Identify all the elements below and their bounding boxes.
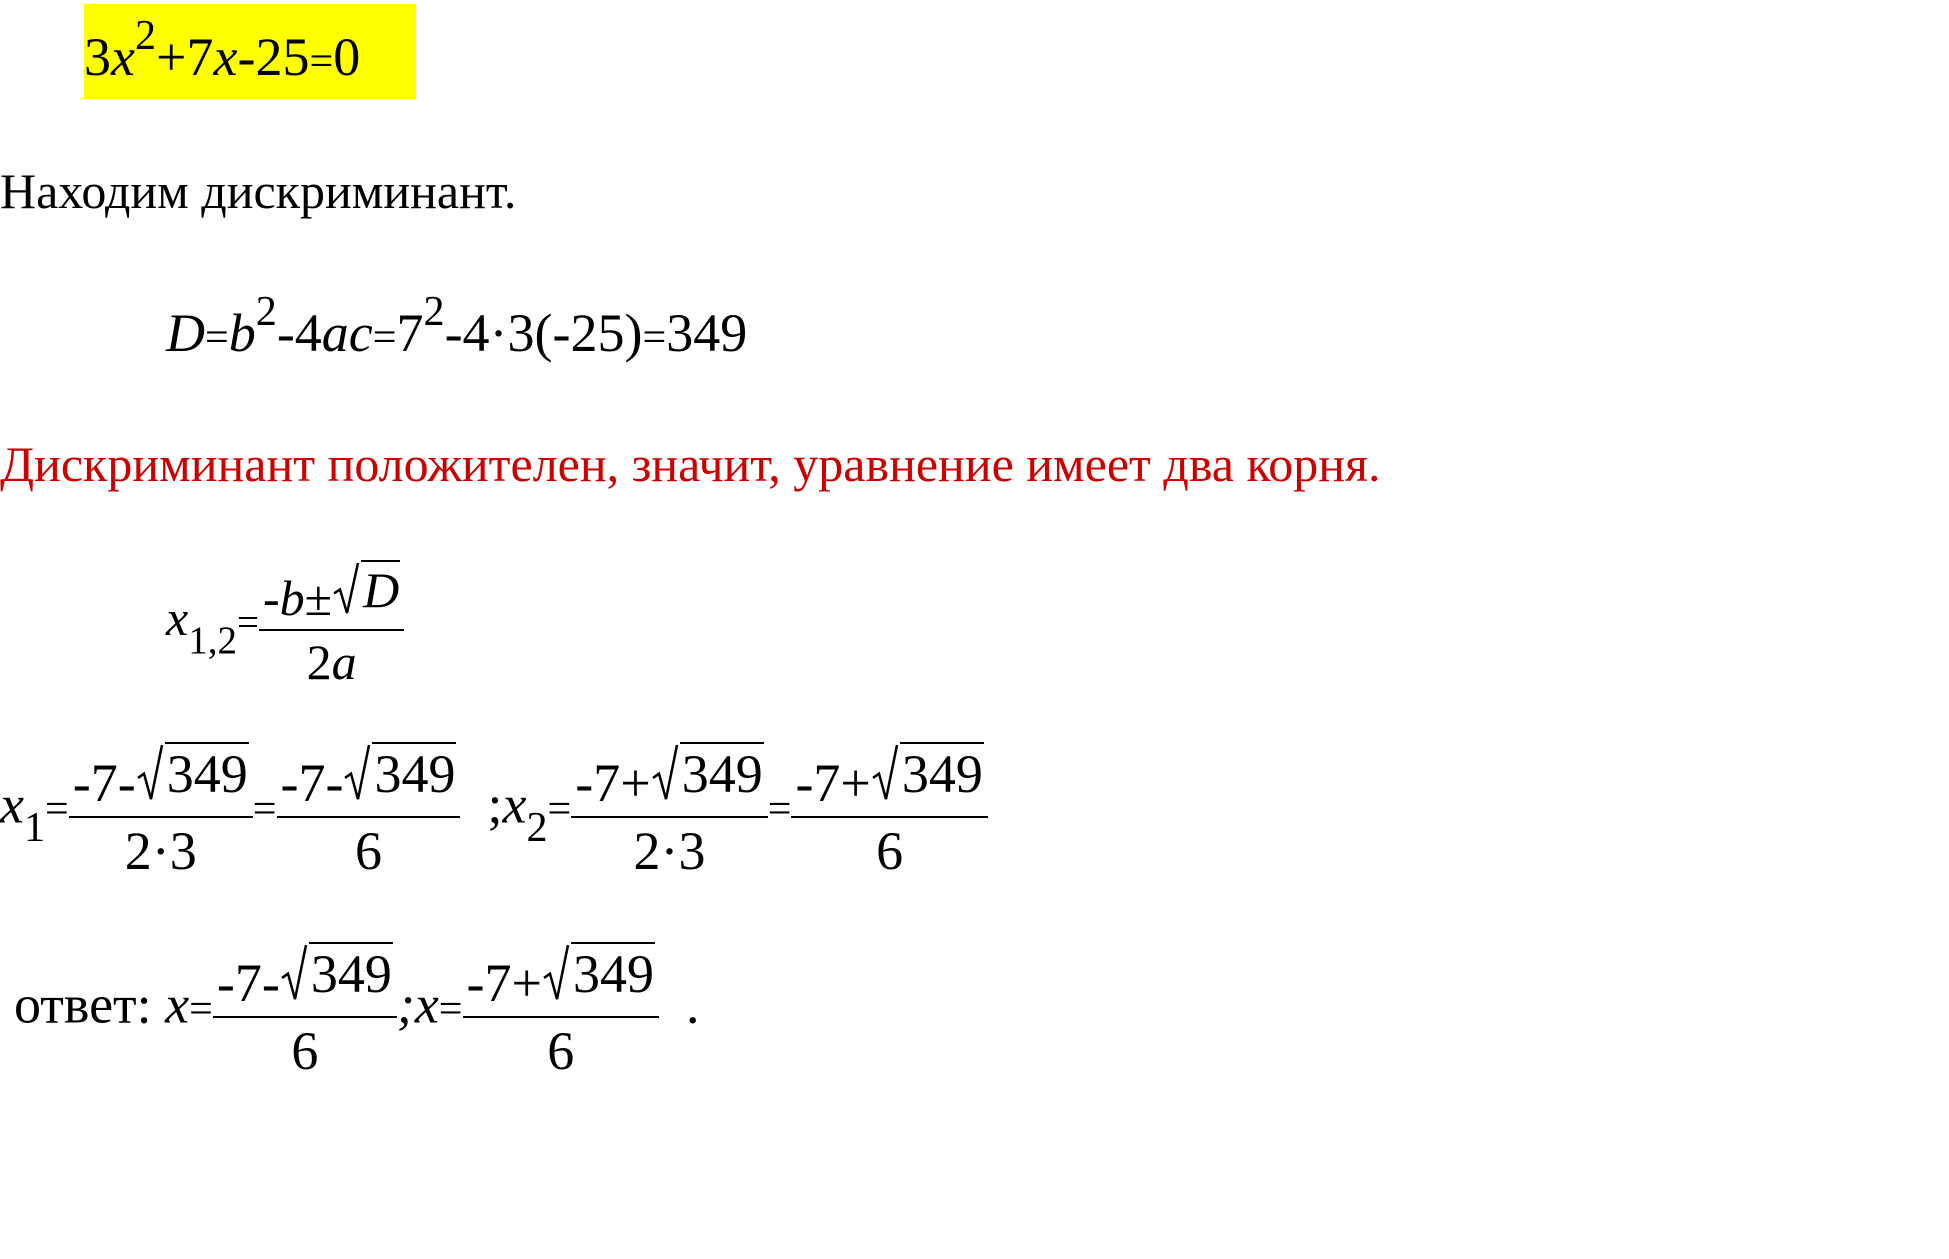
radical-sign-icon — [542, 944, 570, 1001]
root1-fraction: -7- 349 6 — [277, 742, 461, 878]
square-root: 349 — [280, 942, 393, 1001]
radical-sign-icon — [651, 744, 679, 801]
discriminant-formula: $D=b^2-4ac=7^2-4\cdot 3(-25)=349$ — [166, 287, 748, 363]
square-root: 349 — [542, 942, 655, 1001]
answer-label: ответ: — [14, 974, 152, 1035]
root2-fraction: -7+ 349 6 — [791, 742, 987, 878]
radical-sign-icon — [136, 744, 164, 801]
answer-root1: -7- 349 6 — [213, 942, 397, 1078]
square-root: D — [332, 560, 400, 615]
root2-fraction-expanded: -7+ 349 2·3 — [571, 742, 767, 878]
root1-fraction-expanded: -7- 349 2·3 — [69, 742, 253, 878]
quadratic-equation: $3x^2+7x-25=0$ — [84, 11, 361, 87]
answer-root2: -7+ 349 6 — [463, 942, 659, 1078]
discriminant-heading: Находим дискриминант. — [0, 163, 517, 219]
square-root: 349 — [651, 742, 764, 801]
answer: ответ: x= -7- 349 6 ;x= -7+ 349 6 . — [14, 944, 700, 1081]
square-root: 349 — [136, 742, 249, 801]
discriminant-conclusion: Дискриминант положителен, значит, уравнение имеет два корня. — [0, 436, 1381, 492]
roots-general-formula: $x_{1,2}=$ -b± D 2a — [166, 560, 404, 687]
square-root: 349 — [871, 742, 984, 801]
roots-values: $x_1=$ -7- 349 2·3 = -7- 349 6 $;x_2=$ -7+ 349 2·3 = -7+ 349 6 — [0, 742, 988, 878]
radical-sign-icon — [871, 744, 899, 801]
radical-sign-icon — [332, 562, 360, 615]
general-fraction: -b± D 2a — [259, 560, 404, 687]
radical-sign-icon — [343, 744, 371, 801]
square-root: 349 — [343, 742, 456, 801]
radical-sign-icon — [280, 944, 308, 1001]
